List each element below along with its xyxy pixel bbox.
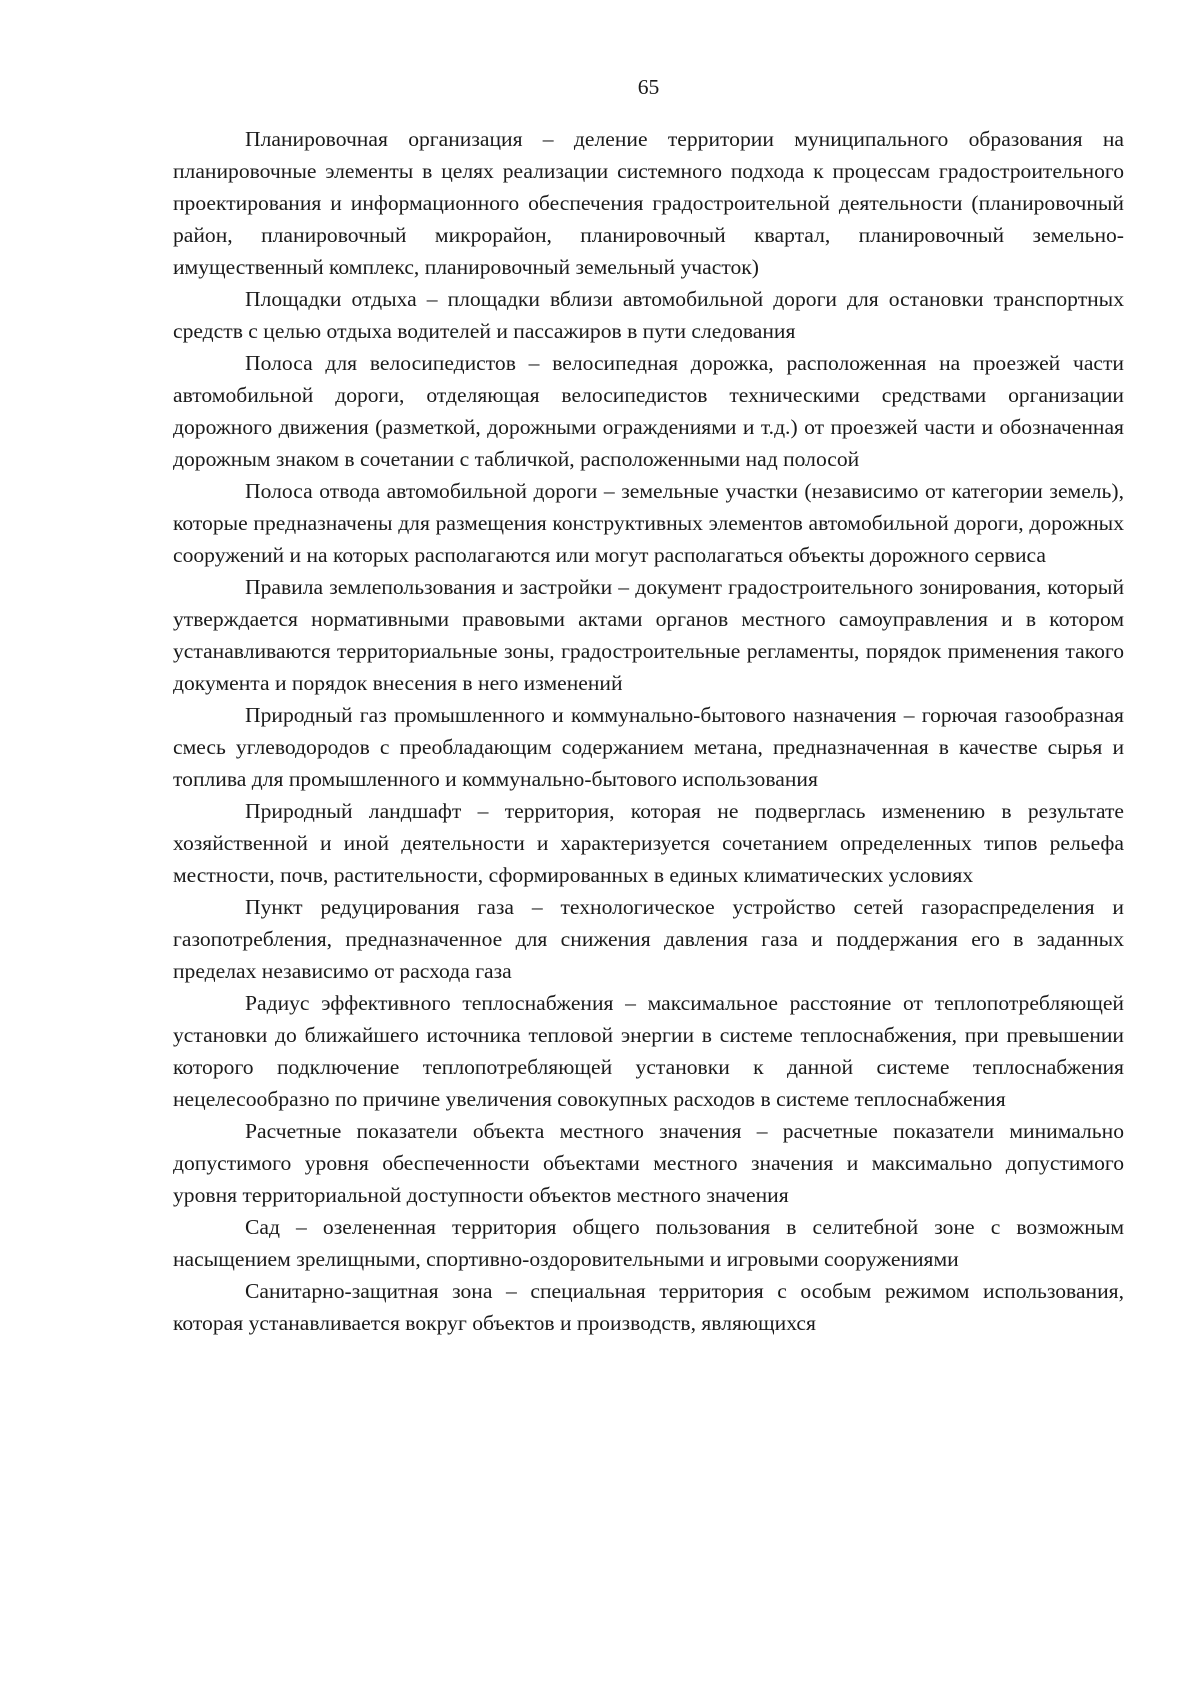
document-body (173, 123, 1124, 1339)
definition-paragraph: Природный ландшафт – территория, которая не подверглась изменению в результате хозяйственной и иной деятельности и характеризуется сочетанием определенных типов рельефа местности, почв, растительности, сформированных в единых климатических условиях (173, 799, 1124, 887)
definition-paragraph: Радиус эффективного теплоснабжения – максимальное расстояние от теплопотребляющей установки до ближайшего источника тепловой энергии в системе теплоснабжения, при превышении которого подключение теплопотребляющей установки к данной системе теплоснабжения нецелесообразно по причине увеличения совокупных расходов в системе теплоснабжения (173, 991, 1124, 1111)
definition-paragraph: Сад – озелененная территория общего пользования в селитебной зоне с возможным насыщением зрелищными, спортивно-оздоровительными и игровыми сооружениями (173, 1215, 1124, 1271)
definition-paragraph: Правила землепользования и застройки – документ градостроительного зонирования, который утверждается нормативными правовыми актами органов местного самоуправления и в котором устанавливаются территориальные зоны, градостроительные регламенты, порядок применения такого документа и порядок внесения в него изменений (173, 575, 1124, 695)
definition-paragraph: Пункт редуцирования газа – технологическое устройство сетей газораспределения и газопотребления, предназначенное для снижения давления газа и поддержания его в заданных пределах независимо от расхода газа (173, 895, 1124, 983)
definition-paragraph: Планировочная организация – деление территории муниципального образования на планировочные элементы в целях реализации системного подхода к процессам градостроительного проектирования и информационного обеспечения градостроительной деятельности (планировочный район, планировочный микрорайон, планировочный квартал, планировочный земельно-имущественный комплекс, планировочный земельный участок) (173, 127, 1124, 279)
page-number: 65 (637, 75, 660, 99)
definition-paragraph: Расчетные показатели объекта местного значения – расчетные показатели минимально допустимого уровня обеспеченности объектами местного значения и максимально допустимого уровня территориальной доступности объектов местного значения (173, 1119, 1124, 1207)
definition-paragraph: Санитарно-защитная зона – специальная территория с особым режимом использования, которая устанавливается вокруг объектов и производств, являющихся (173, 1279, 1124, 1335)
definition-paragraph: Полоса для велосипедистов – велосипедная дорожка, расположенная на проезжей части автомобильной дороги, отделяющая велосипедистов техническими средствами организации дорожного движения (разметкой, дорожными ограждениями и т.д.) от проезжей части и обозначенная дорожным знаком в сочетании с табличкой, расположенными над полосой (173, 351, 1124, 471)
definition-paragraph: Полоса отвода автомобильной дороги – земельные участки (независимо от категории земель), которые предназначены для размещения конструктивных элементов автомобильной дороги, дорожных сооружений и на которых располагаются или могут располагаться объекты дорожного сервиса (173, 479, 1124, 567)
definition-paragraph: Площадки отдыха – площадки вблизи автомобильной дороги для остановки транспортных средств с целью отдыха водителей и пассажиров в пути следования (173, 287, 1124, 343)
definition-paragraph: Природный газ промышленного и коммунально-бытового назначения – горючая газообразная смесь углеводородов с преобладающим содержанием метана, предназначенная в качестве сырья и топлива для промышленного и коммунально-бытового использования (173, 703, 1124, 791)
